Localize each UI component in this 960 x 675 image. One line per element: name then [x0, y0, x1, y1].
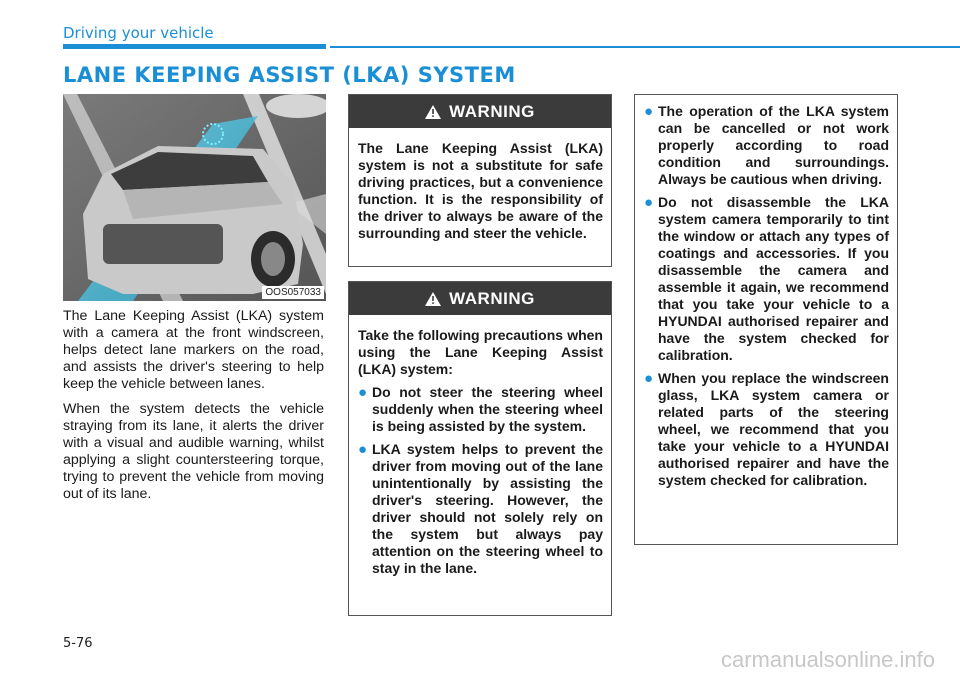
lka-illustration [63, 94, 326, 301]
page-title: LANE KEEPING ASSIST (LKA) SYSTEM [63, 63, 516, 87]
warning-box-2 [348, 281, 612, 616]
warning-triangle-icon [425, 105, 441, 119]
header-rule-thin [330, 46, 960, 48]
warning-triangle-icon [425, 292, 441, 306]
body-text [63, 308, 324, 511]
list-item: ● Do not steer the steering wheel suddenly when the steering wheel is being assisted by the system. [358, 384, 603, 434]
warning-header [349, 95, 611, 128]
warning-continuation-box [634, 94, 898, 545]
warning-intro: Take the following precautions when using the Lane Keeping Assist (LKA) system: [358, 327, 603, 377]
bullet-icon: ● [358, 441, 368, 458]
bullet-icon: ● [358, 384, 368, 401]
list-item: ● The operation of the LKA system can be cancelled or not work properly according to road condition and surroundings. Always be cautious when driving. [644, 103, 889, 187]
body-paragraph-1: The Lane Keeping Assist (LKA) system with a camera at the front windscreen, helps detect lane markers on the road, and assists the driver's steering to help keep the vehicle between lanes. [63, 308, 324, 392]
warning-text: The Lane Keeping Assist (LKA) system is not a substitute for safe driving practices, but a convenience function. It is the responsibility of the driver to always be aware of the surrounding and steer the vehicle. [358, 140, 603, 241]
bullet-icon: ● [644, 370, 654, 387]
warning-label: WARNING [449, 101, 535, 121]
warning-header [349, 282, 611, 315]
list-item: ● LKA system helps to prevent the driver from moving out of the lane unintentionally by assisting the driver's steering. However, the driver should not solely rely on the system but always pay attention on the steering wheel to stay in the lane. [358, 441, 603, 576]
section-header: Driving your vehicle [63, 24, 214, 42]
bullet-icon: ● [644, 194, 654, 211]
list-item: ● Do not disassemble the LKA system camera temporarily to tint the window or attach any types of coatings and accessories. If you disassemble the camera and assemble it again, we recommend that you take your vehicle to a HYUNDAI authorised repairer and have the system checked for calibration. [644, 194, 889, 363]
page-number: 5-76 [63, 636, 93, 651]
warning-label: WARNING [449, 288, 535, 308]
warning-box-1 [348, 94, 612, 267]
figure-code: OOS057033 [262, 286, 324, 299]
body-paragraph-2: When the system detects the vehicle straying from its lane, it alerts the driver with a visual and audible warning, whilst applying a slight countersteering torque, trying to prevent the vehicle from moving out of its lane. [63, 401, 324, 502]
header-rule-thick [63, 44, 326, 49]
list-item: ● When you replace the windscreen glass, LKA system camera or related parts of the steering wheel, we recommend that you take your vehicle to a HYUNDAI authorised repairer and have the system checked for calibration. [644, 370, 889, 488]
bullet-icon: ● [644, 103, 654, 120]
watermark: carmanualsonline.info [720, 647, 935, 672]
